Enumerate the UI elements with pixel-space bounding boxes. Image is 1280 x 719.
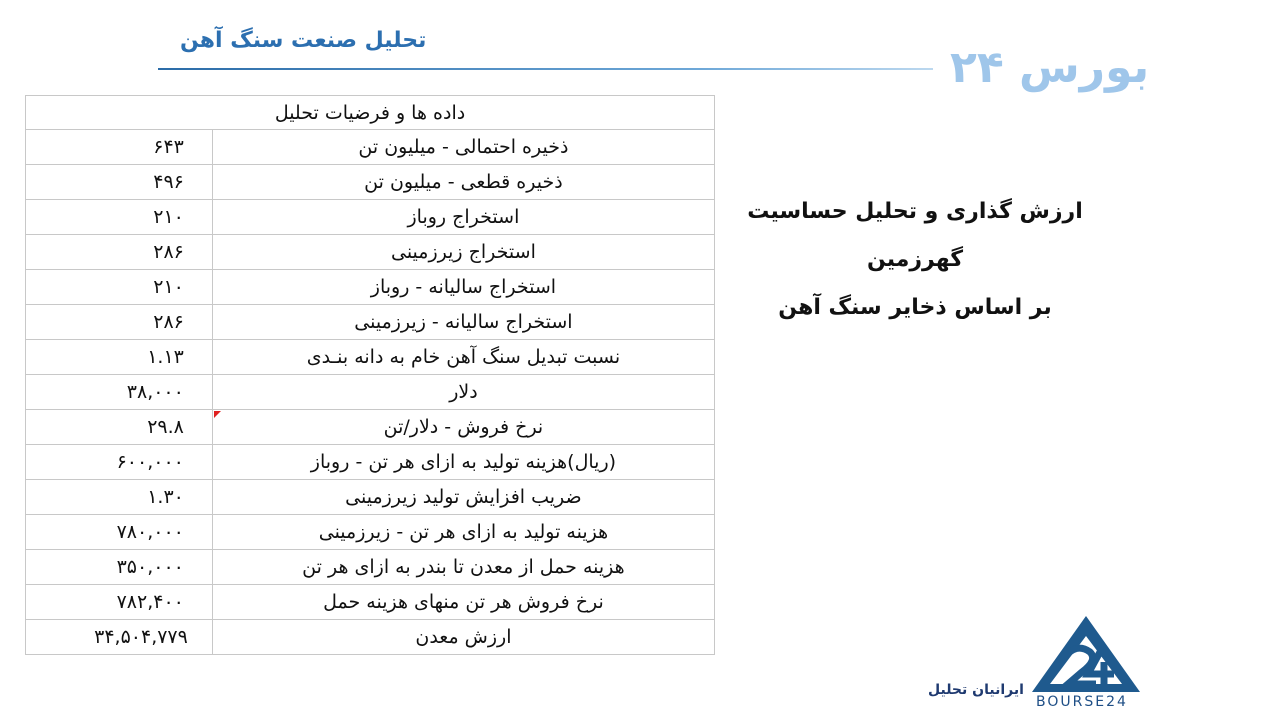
table-heading: داده ها و فرضیات تحلیل	[26, 96, 715, 130]
brand-name-en: BOURSE24	[1036, 694, 1128, 710]
row-label: نسبت تبدیل سنگ آهن خام به دانه بنـدی	[212, 340, 714, 375]
assumptions-table	[25, 95, 715, 655]
row-value-cell	[26, 340, 213, 375]
table-row	[26, 375, 715, 410]
row-value: ۱.۱۳	[147, 346, 184, 368]
row-value-cell	[26, 480, 213, 515]
row-value: ۶۰۰,۰۰۰	[116, 451, 184, 473]
row-label: (ریال)هزینه تولید به ازای هر تن - روباز	[212, 445, 714, 480]
row-value-cell	[26, 410, 213, 445]
row-value-cell	[26, 165, 213, 200]
bourse24-logo-text: بورس ۲۴	[950, 42, 1150, 93]
header-title: تحلیل صنعت سنگ آهن	[180, 28, 427, 53]
row-label: ذخیره احتمالی - میلیون تن	[212, 130, 714, 165]
row-value: ۴۹۶	[153, 171, 184, 193]
table-row	[26, 515, 715, 550]
row-label: استخراج زیرزمینی	[212, 235, 714, 270]
slide-title-line2: بر اساس ذخایر سنگ آهن	[778, 295, 1052, 320]
row-label: نرخ فروش - دلار/تن	[212, 410, 714, 445]
table-row	[26, 480, 715, 515]
row-label: دلار	[212, 375, 714, 410]
row-value: ۳۵۰,۰۰۰	[116, 556, 184, 578]
row-value: ۲۱۰	[153, 276, 184, 298]
header-divider	[158, 68, 933, 70]
table-row	[26, 200, 715, 235]
table-row	[26, 550, 715, 585]
row-value-cell	[26, 585, 213, 620]
row-label: ضریب افزایش تولید زیرزمینی	[212, 480, 714, 515]
row-value: ۲۸۶	[153, 311, 184, 333]
table-row	[26, 235, 715, 270]
row-label: ارزش معدن	[212, 620, 714, 655]
row-value-cell	[26, 235, 213, 270]
row-value: ۲۹.۸	[147, 416, 184, 438]
row-value: ۶۴۳	[153, 136, 184, 158]
row-value: ۲۸۶	[153, 241, 184, 263]
slide-title-line1: ارزش گذاری و تحلیل حساسیت گهرزمین	[747, 199, 1083, 272]
row-value-cell	[26, 270, 213, 305]
table-row	[26, 620, 715, 655]
row-label: نرخ فروش هر تن منهای هزینه حمل	[212, 585, 714, 620]
table-heading-row	[26, 96, 715, 130]
row-value: ۱.۳۰	[147, 486, 184, 508]
table-row	[26, 270, 715, 305]
row-label: ذخیره قطعی - میلیون تن	[212, 165, 714, 200]
row-value: ۳۸,۰۰۰	[126, 381, 184, 403]
row-value-cell	[26, 515, 213, 550]
row-value-cell	[26, 620, 213, 655]
row-value: ۷۸۰,۰۰۰	[116, 521, 184, 543]
row-label: استخراج سالیانه - روباز	[212, 270, 714, 305]
row-value-cell	[26, 130, 213, 165]
table-row	[26, 445, 715, 480]
row-value: ۳۴,۵۰۴,۷۷۹	[94, 626, 188, 648]
table-row	[26, 130, 715, 165]
row-label: هزینه حمل از معدن تا بندر به ازای هر تن	[212, 550, 714, 585]
row-label: هزینه تولید به ازای هر تن - زیرزمینی	[212, 515, 714, 550]
table-row	[26, 305, 715, 340]
row-value-cell	[26, 445, 213, 480]
row-value-cell	[26, 305, 213, 340]
table-row	[26, 410, 715, 445]
brand-name-fa: ایرانیان تحلیل	[928, 682, 1024, 698]
table-row	[26, 340, 715, 375]
row-value: ۲۱۰	[153, 206, 184, 228]
row-value-cell	[26, 375, 213, 410]
slide-title	[720, 188, 1110, 332]
table-row	[26, 165, 715, 200]
cell-comment-marker	[214, 411, 221, 418]
row-value-cell	[26, 200, 213, 235]
row-label: استخراج روباز	[212, 200, 714, 235]
table-row	[26, 585, 715, 620]
row-label: استخراج سالیانه - زیرزمینی	[212, 305, 714, 340]
row-value-cell	[26, 550, 213, 585]
row-value: ۷۸۲,۴۰۰	[116, 591, 184, 613]
